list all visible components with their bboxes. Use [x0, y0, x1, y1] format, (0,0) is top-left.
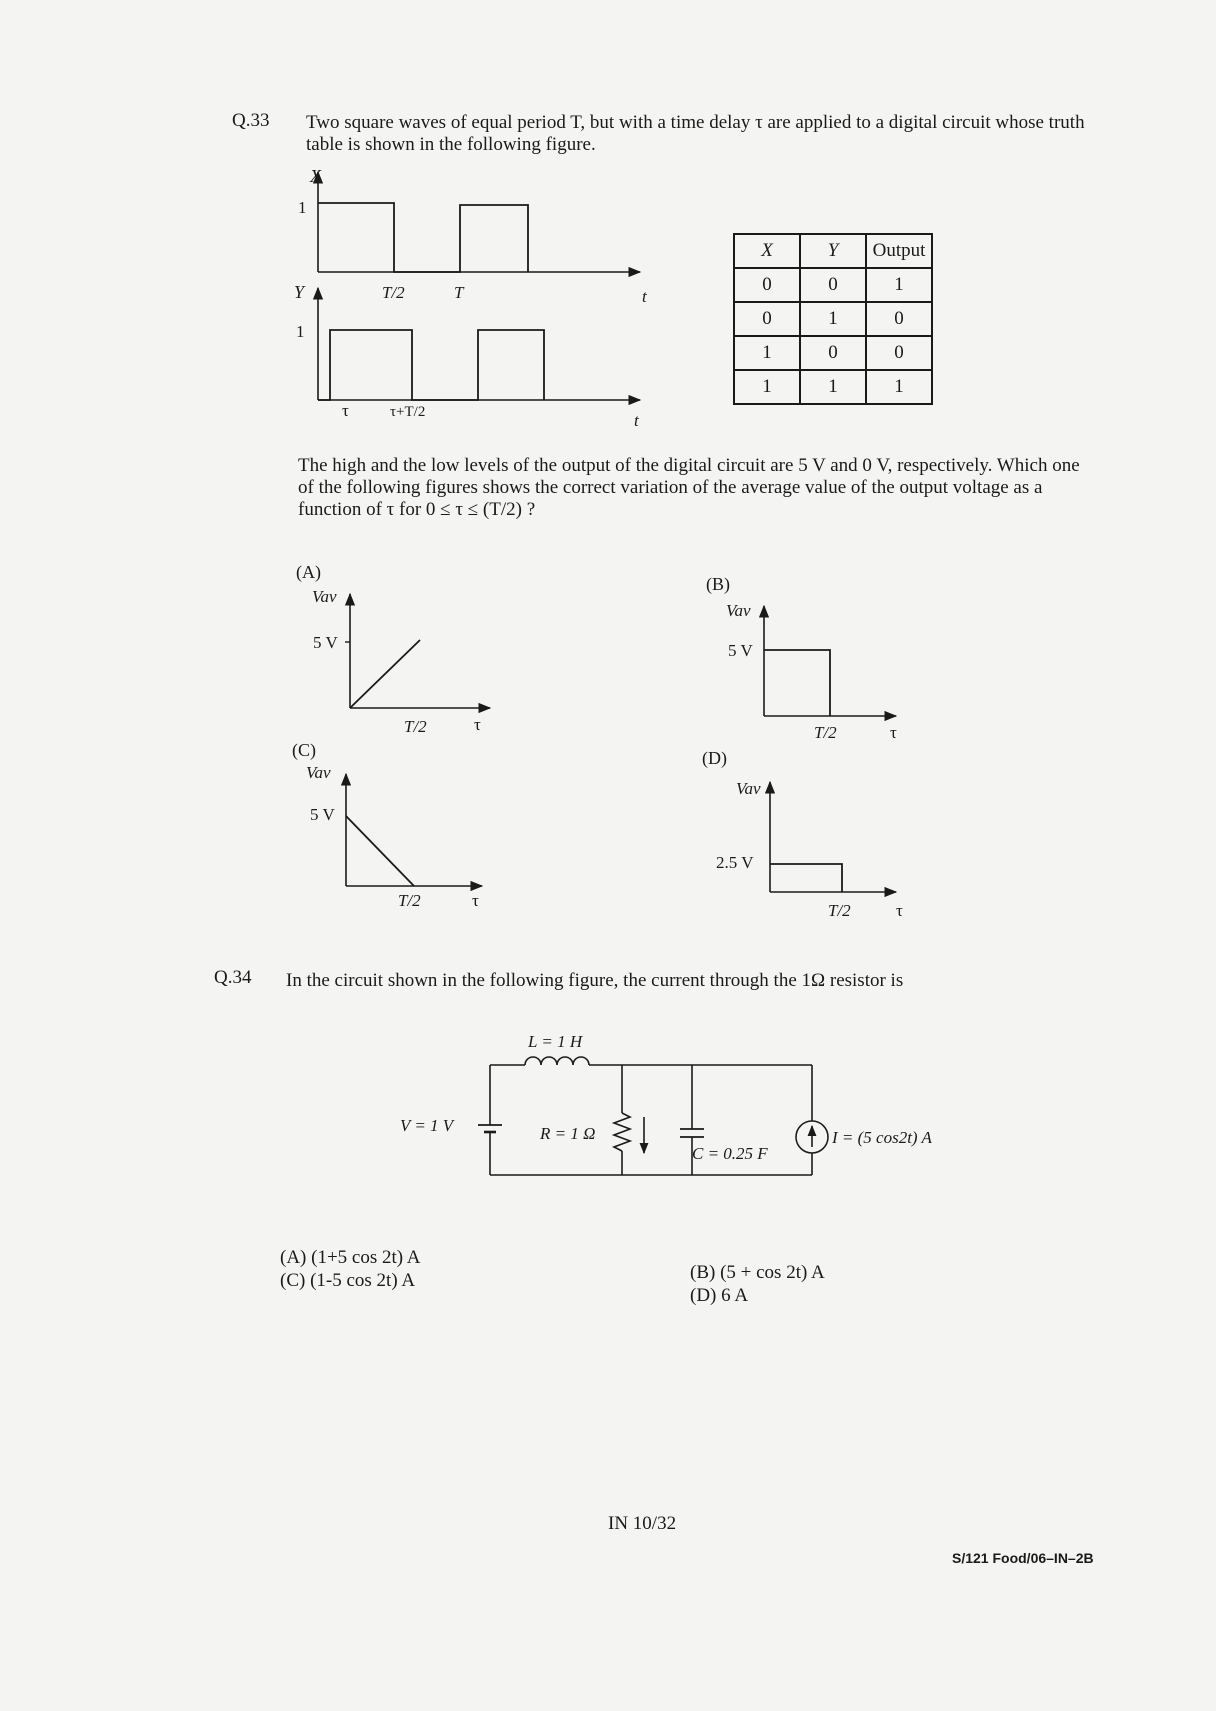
inductor-label: L = 1 H: [528, 1032, 583, 1051]
graph-d-label: (D): [702, 748, 727, 768]
y-tauhalf-label: τ+T/2: [390, 404, 426, 420]
graph-d-vav: Vav: [736, 779, 761, 798]
resistor-label: R = 1 Ω: [540, 1124, 596, 1143]
q34-option-d: (D) 6 A: [690, 1285, 749, 1306]
graph-d: [700, 746, 920, 926]
truth-cell: 1: [866, 370, 932, 404]
graph-d-xaxis-label: τ: [896, 901, 903, 920]
x-tfull-label: T: [454, 283, 464, 302]
q33-text2: The high and the low levels of the output of the digital circuit are 5 V and 0 V, respectively. Which one of the following figures shows the correct variation of the average value of the output voltage as a function of τ for 0 ≤ τ ≤ (T/2) ?: [298, 455, 1080, 520]
graph-c-vav: Vav: [306, 763, 331, 782]
graph-c-xtick: T/2: [398, 891, 421, 910]
truth-cell: 1: [800, 370, 866, 404]
graph-b-level: 5 V: [728, 641, 753, 660]
inductor-coil: [525, 1057, 589, 1065]
voltage-source-label: V = 1 V: [400, 1116, 454, 1135]
graph-a-ramp: [350, 640, 420, 708]
graph-d-step: [770, 864, 842, 892]
truth-cell: 1: [866, 268, 932, 302]
q33-number: Q.33: [232, 110, 270, 131]
truth-table-row: [734, 370, 932, 404]
truth-table-row: [734, 336, 932, 370]
x-level-label: 1: [298, 198, 307, 217]
truth-cell: 1: [734, 370, 800, 404]
y-square-wave: [318, 330, 544, 400]
graph-c-label: (C): [292, 740, 316, 760]
graph-c-ramp: [346, 816, 414, 886]
truth-cell: 0: [734, 268, 800, 302]
y-level-label: 1: [296, 322, 305, 341]
q34-number: Q.34: [214, 967, 252, 988]
truth-header-x: X: [734, 234, 800, 268]
truth-cell: 0: [800, 336, 866, 370]
q34-option-a: (A) (1+5 cos 2t) A: [280, 1247, 421, 1268]
graph-b: [700, 572, 920, 747]
graph-a-vav: Vav: [312, 587, 337, 606]
circuit-diagram: [390, 1025, 990, 1195]
truth-cell: 0: [866, 302, 932, 336]
truth-cell: 1: [800, 302, 866, 336]
y-t-label: t: [634, 411, 639, 430]
graph-a: [290, 560, 510, 735]
graph-b-vav: Vav: [726, 601, 751, 620]
truth-header-output: Output: [866, 234, 932, 268]
y-axis-label: Y: [294, 282, 305, 302]
truth-table: [733, 233, 933, 405]
q34-option-b: (B) (5 + cos 2t) A: [690, 1262, 825, 1283]
graph-a-xaxis-label: τ: [474, 715, 481, 734]
truth-cell: 0: [734, 302, 800, 336]
q34-text: In the circuit shown in the following figure, the current through the 1Ω resistor is: [286, 970, 904, 991]
graph-c-xaxis-label: τ: [472, 891, 479, 910]
x-square-wave: [318, 203, 528, 272]
truth-table-row: [734, 302, 932, 336]
x-thalf-label: T/2: [382, 283, 405, 302]
truth-table-header-row: [734, 234, 932, 268]
resistor-zigzag: [614, 1113, 630, 1151]
graph-a-xtick: T/2: [404, 717, 427, 735]
graph-a-label: (A): [296, 562, 321, 582]
timing-diagram: [290, 160, 670, 430]
graph-a-level: 5 V: [313, 633, 338, 652]
q33-text: Two square waves of equal period T, but with a time delay τ are applied to a digital circuit whose truth table is shown in the following figure.: [306, 112, 1085, 155]
graph-b-xaxis-label: τ: [890, 723, 897, 742]
graph-d-level: 2.5 V: [716, 853, 754, 872]
document-code: S/121 Food/06–IN–2B: [952, 1550, 1094, 1566]
graph-d-xtick: T/2: [828, 901, 851, 920]
graph-b-step: [764, 650, 830, 716]
truth-cell: 0: [866, 336, 932, 370]
truth-table-row: [734, 268, 932, 302]
graph-c: [290, 738, 510, 913]
x-t-label: t: [642, 287, 647, 306]
graph-b-label: (B): [706, 574, 730, 594]
truth-header-y: Y: [800, 234, 866, 268]
capacitor-label: C = 0.25 F: [692, 1144, 768, 1163]
x-axis-label: X: [310, 166, 321, 186]
q34-option-c: (C) (1-5 cos 2t) A: [280, 1270, 416, 1291]
graph-c-level: 5 V: [310, 805, 335, 824]
truth-cell: 1: [734, 336, 800, 370]
truth-cell: 0: [800, 268, 866, 302]
page-number: IN 10/32: [608, 1513, 677, 1534]
current-source-label: I = (5 cos2t) A: [832, 1128, 932, 1147]
graph-b-xtick: T/2: [814, 723, 837, 742]
y-tau-label: τ: [342, 401, 349, 420]
